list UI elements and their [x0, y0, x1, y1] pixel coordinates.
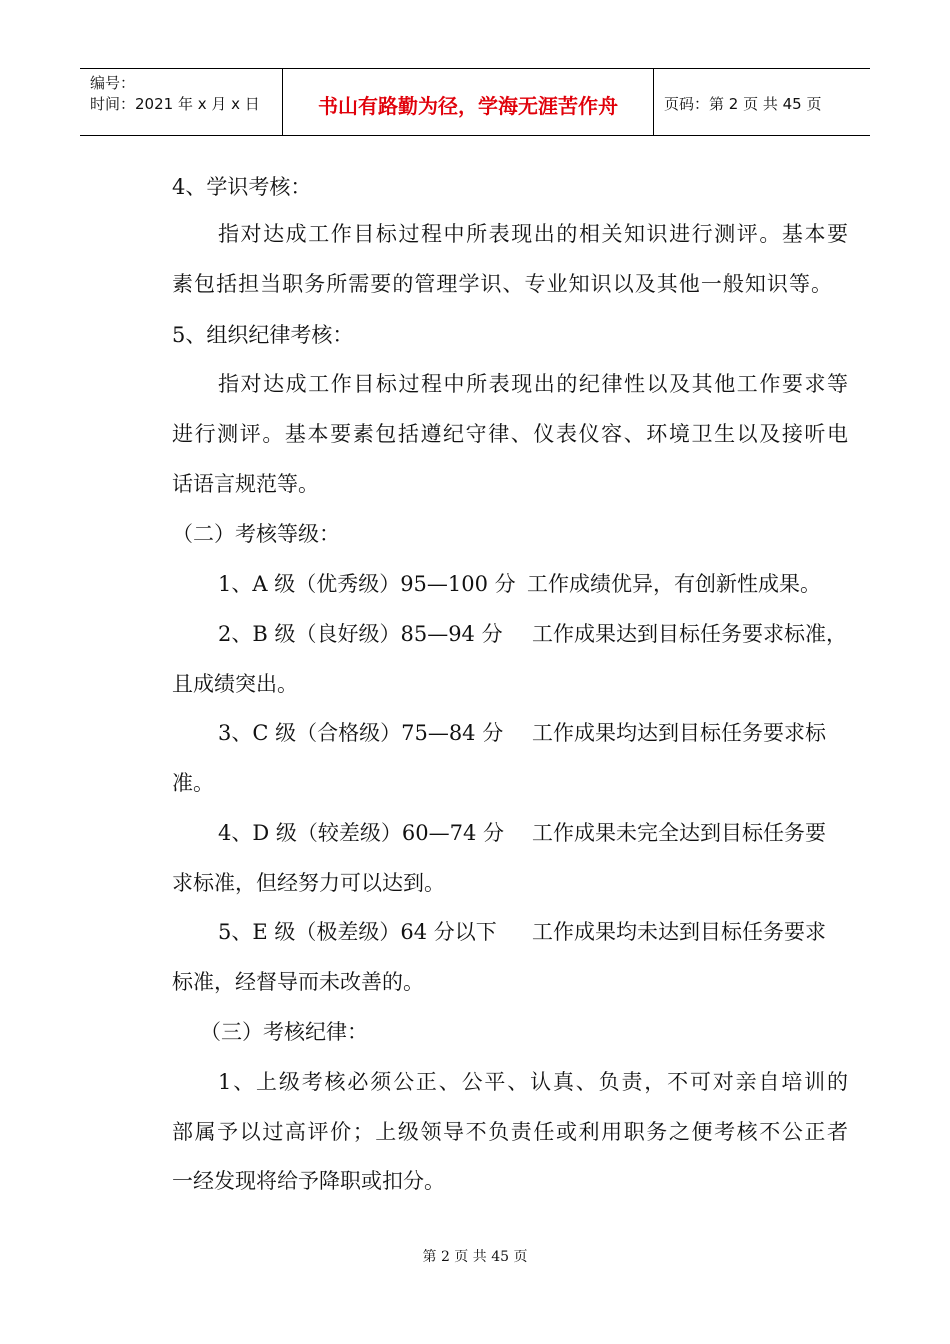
header-motto-cell	[282, 69, 654, 135]
discipline-paragraph-line-3: 一经发现将给予降职或扣分。	[172, 1169, 445, 1193]
grade-d-range: 4、D 级（较差级）60—74 分	[218, 821, 504, 845]
discipline-section-title: （三）考核纪律：	[200, 1020, 368, 1044]
grade-c-description-cont: 准。	[172, 771, 214, 795]
grade-e-description-cont: 标准，经督导而未改善的。	[172, 970, 424, 994]
section-4-paragraph-line-2: 素包括担当职务所需要的管理学识、专业知识以及其他一般知识等。	[172, 272, 832, 296]
section-4-paragraph-line-1: 指对达成工作目标过程中所表现出的相关知识进行测评。基本要	[218, 222, 848, 246]
section-4-title: 4、学识考核：	[172, 175, 312, 199]
header-page-number: 页码：第 2 页 共 45 页	[664, 95, 822, 113]
document-header	[80, 68, 870, 136]
header-motto: 书山有路勤为径，学海无涯苦作舟	[318, 94, 618, 118]
grade-e-range: 5、E 级（极差级）64 分以下	[218, 920, 497, 944]
grade-d-description-cont: 求标准，但经努力可以达到。	[172, 871, 445, 895]
grade-a-description: 工作成绩优异，有创新性成果。	[527, 572, 821, 596]
grade-b-range: 2、B 级（良好级）85—94 分	[218, 622, 503, 646]
header-meta-cell	[80, 69, 282, 135]
document-time-label: 时间：2021 年 x 月 x 日	[90, 95, 260, 113]
grade-d-description: 工作成果未完全达到目标任务要	[532, 821, 826, 845]
section-5-paragraph-line-2: 进行测评。基本要素包括遵纪守律、仪表仪容、环境卫生以及接听电	[172, 422, 848, 446]
header-page-cell	[654, 69, 870, 135]
grade-c-description: 工作成果均达到目标任务要求标	[532, 721, 826, 745]
section-5-paragraph-line-3: 话语言规范等。	[172, 472, 319, 496]
section-5-title: 5、组织纪律考核：	[172, 323, 354, 347]
grade-b-description: 工作成果达到目标任务要求标准，	[532, 622, 847, 646]
section-5-paragraph-line-1: 指对达成工作目标过程中所表现出的纪律性以及其他工作要求等	[218, 372, 848, 396]
grade-c-range: 3、C 级（合格级）75—84 分	[218, 721, 504, 745]
discipline-paragraph-line-1: 1、上级考核必须公正、公平、认真、负责，不可对亲自培训的	[218, 1070, 848, 1094]
page-footer: 第 2 页 共 45 页	[422, 1249, 528, 1265]
discipline-paragraph-line-2: 部属予以过高评价；上级领导不负责任或利用职务之便考核不公正者	[172, 1120, 848, 1144]
grade-a-range: 1、A 级（优秀级）95—100 分	[218, 572, 516, 596]
grade-b-description-cont: 且成绩突出。	[172, 672, 298, 696]
grades-section-title: （二）考核等级：	[172, 522, 340, 546]
grade-e-description: 工作成果均未达到目标任务要求	[532, 920, 826, 944]
document-number-label: 编号：	[90, 74, 136, 92]
